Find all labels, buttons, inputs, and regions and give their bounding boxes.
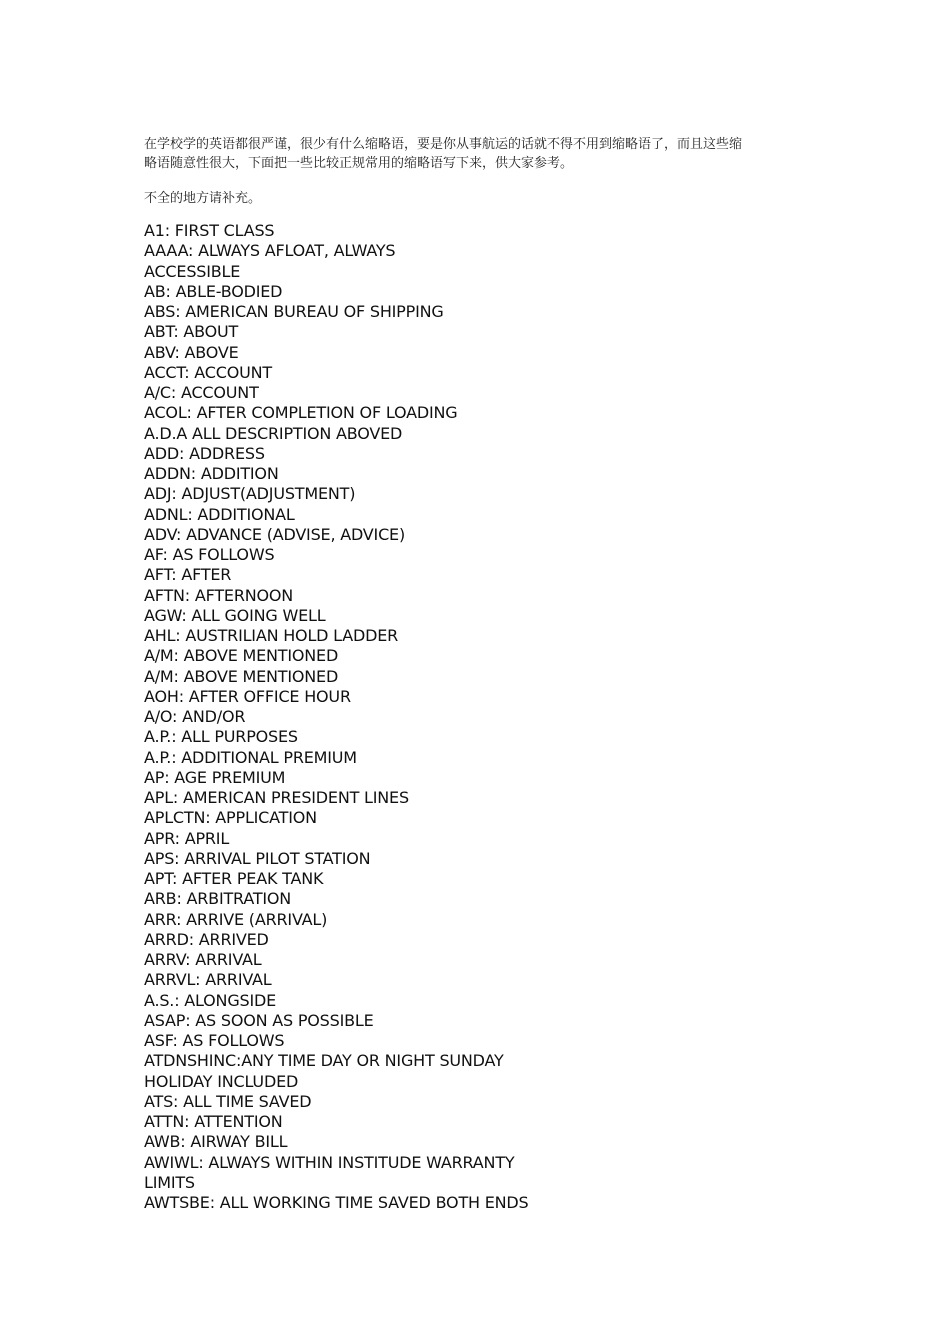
abbreviation-entry: ARB: ARBITRATION [144, 889, 292, 909]
abbreviation-entry: ASAP: AS SOON AS POSSIBLE [144, 1010, 374, 1030]
intro-line-1: 在学校学的英语都很严谨，很少有什么缩略语，要是你从事航运的话就不得不用到缩略语了，而且这些缩 [144, 137, 743, 152]
abbreviation-entry: ATS: ALL TIME SAVED [144, 1091, 312, 1111]
abbreviation-list [144, 221, 544, 1213]
abbreviation-entry: ACOL: AFTER COMPLETION OF LOADING [144, 403, 458, 423]
intro-paragraph [144, 135, 814, 173]
abbreviation-entry: A1: FIRST CLASS [144, 221, 275, 240]
abbreviation-entry: ASF: AS FOLLOWS [144, 1031, 285, 1050]
abbreviation-entry: APS: ARRIVAL PILOT STATION [144, 848, 371, 868]
abbreviation-entry: ACCESSIBLE [144, 261, 241, 281]
abbreviation-entry: ADJ: ADJUST(ADJUSTMENT) [144, 484, 356, 504]
abbreviation-entry: AWB: AIRWAY BILL [144, 1132, 288, 1152]
intro-line-2: 略语随意性很大，下面把一些比较正规常用的缩略语写下来，供大家参考。 [144, 156, 574, 171]
abbreviation-entry: A/M: ABOVE MENTIONED [144, 666, 339, 686]
abbreviation-entry: ARRV: ARRIVAL [144, 950, 262, 969]
abbreviation-entry: A/M: ABOVE MENTIONED [144, 646, 339, 666]
abbreviation-entry: ACCT: ACCOUNT [144, 362, 272, 382]
abbreviation-entry: A/O: AND/OR [144, 707, 246, 726]
abbreviation-entry: A.P.: ALL PURPOSES [144, 727, 298, 747]
abbreviation-entry: ADDN: ADDITION [144, 464, 279, 483]
abbreviation-entry: APLCTN: APPLICATION [144, 808, 317, 828]
abbreviation-entry: ABT: ABOUT [144, 322, 239, 342]
abbreviation-entry: ABV: ABOVE [144, 342, 239, 362]
abbreviation-entry: AF: AS FOLLOWS [144, 545, 275, 564]
abbreviation-entry: AFTN: AFTERNOON [144, 585, 294, 605]
abbreviation-entry: ARR: ARRIVE (ARRIVAL) [144, 909, 328, 929]
abbreviation-entry: LIMITS [144, 1172, 195, 1192]
abbreviation-entry: APR: APRIL [144, 828, 230, 848]
abbreviation-entry: ADV: ADVANCE (ADVISE, ADVICE) [144, 524, 405, 544]
abbreviation-entry: A.D.A ALL DESCRIPTION ABOVED [144, 423, 403, 443]
supplement-note: 不全的地方请补充。 [144, 191, 262, 206]
abbreviation-entry: AHL: AUSTRILIAN HOLD LADDER [144, 626, 399, 645]
abbreviation-entry: ATTN: ATTENTION [144, 1112, 283, 1131]
abbreviation-entry: APT: AFTER PEAK TANK [144, 869, 324, 888]
abbreviation-entry: AP: AGE PREMIUM [144, 767, 286, 787]
abbreviation-entry: AWIWL: ALWAYS WITHIN INSTITUDE WARRANTY [144, 1152, 515, 1172]
abbreviation-entry: APL: AMERICAN PRESIDENT LINES [144, 788, 409, 807]
abbreviation-entry: ABS: AMERICAN BUREAU OF SHIPPING [144, 302, 444, 321]
abbreviation-entry: A.P.: ADDITIONAL PREMIUM [144, 747, 357, 767]
abbreviation-entry: ATDNSHINC:ANY TIME DAY OR NIGHT SUNDAY [144, 1051, 504, 1071]
abbreviation-entry: A/C: ACCOUNT [144, 383, 259, 402]
abbreviation-entry: ARRD: ARRIVED [144, 929, 269, 949]
abbreviation-entry: A.S.: ALONGSIDE [144, 990, 277, 1010]
abbreviation-entry: AGW: ALL GOING WELL [144, 605, 326, 625]
abbreviation-entry: ADNL: ADDITIONAL [144, 504, 295, 524]
abbreviation-entry: AFT: AFTER [144, 565, 232, 585]
abbreviation-entry: AAAA: ALWAYS AFLOAT, ALWAYS [144, 241, 396, 261]
abbreviation-entry: AB: ABLE-BODIED [144, 281, 283, 301]
abbreviation-entry: HOLIDAY INCLUDED [144, 1071, 299, 1091]
abbreviation-entry: ADD: ADDRESS [144, 443, 265, 463]
abbreviation-entry: AWTSBE: ALL WORKING TIME SAVED BOTH ENDS [144, 1193, 529, 1212]
abbreviation-entry: AOH: AFTER OFFICE HOUR [144, 686, 351, 706]
abbreviation-entry: ARRVL: ARRIVAL [144, 970, 272, 990]
